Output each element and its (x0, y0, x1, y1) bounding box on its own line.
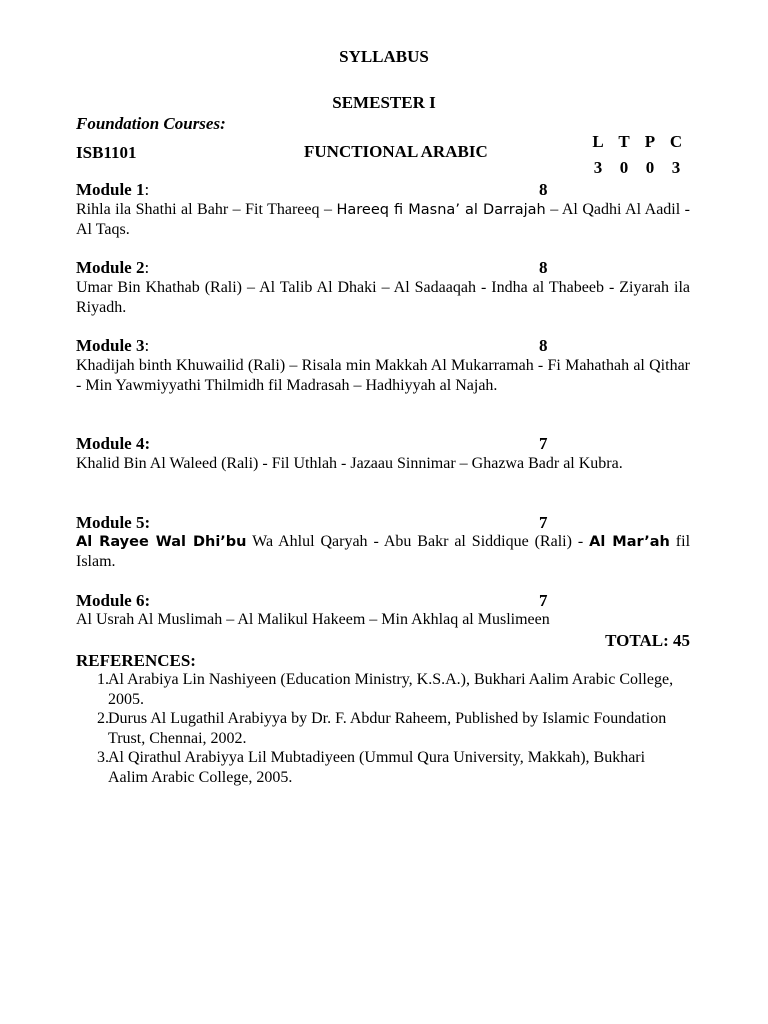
module-3-content: Khadijah binth Khuwailid (Rali) – Risala min Makkah Al Mukarramah - Fi Mahathah al Qithar - Min Yawmiyyathi Thilmidh fil Madrasah – Hadhiyyah al Najah. (76, 357, 690, 394)
module-2-hours: 8 (539, 258, 548, 277)
module-4-label: Module 4: (76, 434, 151, 453)
module-5-hours: 7 (539, 513, 548, 532)
references-list (76, 670, 676, 787)
module-6-hours: 7 (539, 591, 548, 610)
ltpc-value-c: 3 (671, 158, 681, 177)
ltpc-label-t: T (618, 132, 630, 151)
module-2-label: Module 2: (76, 258, 150, 277)
course-code: ISB1101 (76, 143, 137, 162)
module-1-header (76, 181, 690, 201)
module-1-content: Rihla ila Shathi al Bahr – Fit Thareeq – Hareeq fi Masna’ al Darrajah – Al Qadhi Al Aadil - Al Taqs. (76, 201, 690, 238)
section-label: Foundation Courses: (76, 114, 226, 133)
module-5-content: Al Rayee Wal Dhi’bu Wa Ahlul Qaryah - Abu Bakr al Siddique (Rali) - Al Mar’ah fil Islam. (76, 533, 691, 570)
module-6-header (76, 592, 690, 612)
module-1-hours: 8 (539, 180, 548, 199)
ltpc-value-t: 0 (619, 158, 629, 177)
module-6-content: Al Usrah Al Muslimah – Al Malikul Hakeem – Min Akhlaq al Muslimeen (76, 611, 550, 628)
ltpc-value-p: 0 (645, 158, 655, 177)
module-3-label: Module 3: (76, 336, 150, 355)
module-4-header (76, 435, 690, 455)
module-4-content: Khalid Bin Al Waleed (Rali) - Fil Uthlah - Jazaau Sinnimar – Ghazwa Badr al Kubra. (76, 455, 623, 472)
module-1-label: Module 1: (76, 180, 150, 199)
module-6-label: Module 6: (76, 591, 151, 610)
page-title: SYLLABUS (339, 47, 429, 66)
ltpc-labels (588, 133, 698, 153)
reference-item: 3. Al Qirathul Arabiyya Lil Mubtadiyeen (Ummul Qura University, Makkah), Bukhari Aalim Arabic College, 2005. (97, 749, 646, 786)
module-3-hours: 8 (539, 336, 548, 355)
ltpc-label-p: P (644, 132, 656, 151)
module-2-content: Umar Bin Khathab (Rali) – Al Talib Al Dhaki – Al Sadaaqah - Indha al Thabeeb - Ziyarah ila Riyadh. (76, 279, 690, 316)
module-4-hours: 7 (539, 434, 548, 453)
module-3-header (76, 337, 690, 357)
ltpc-value-l: 3 (593, 158, 603, 177)
ltpc-label-l: L (592, 132, 604, 151)
module-5-header (76, 514, 690, 534)
module-5-label: Module 5: (76, 513, 151, 532)
reference-item: 2. Durus Al Lugathil Arabiyya by Dr. F. Abdur Raheem, Published by Islamic Foundation Trust, Chennai, 2002. (97, 710, 667, 747)
ltpc-label-c: C (669, 132, 683, 151)
semester-heading: SEMESTER I (332, 93, 436, 112)
reference-item: 1. Al Arabiya Lin Nashiyeen (Education Ministry, K.S.A.), Bukhari Aalim Arabic College, 2005. (97, 671, 674, 708)
ltpc-values (588, 159, 698, 179)
total-hours: TOTAL: 45 (605, 631, 690, 650)
references-heading: REFERENCES: (76, 651, 196, 670)
module-2-header (76, 259, 690, 279)
course-name: FUNCTIONAL ARABIC (304, 142, 488, 161)
